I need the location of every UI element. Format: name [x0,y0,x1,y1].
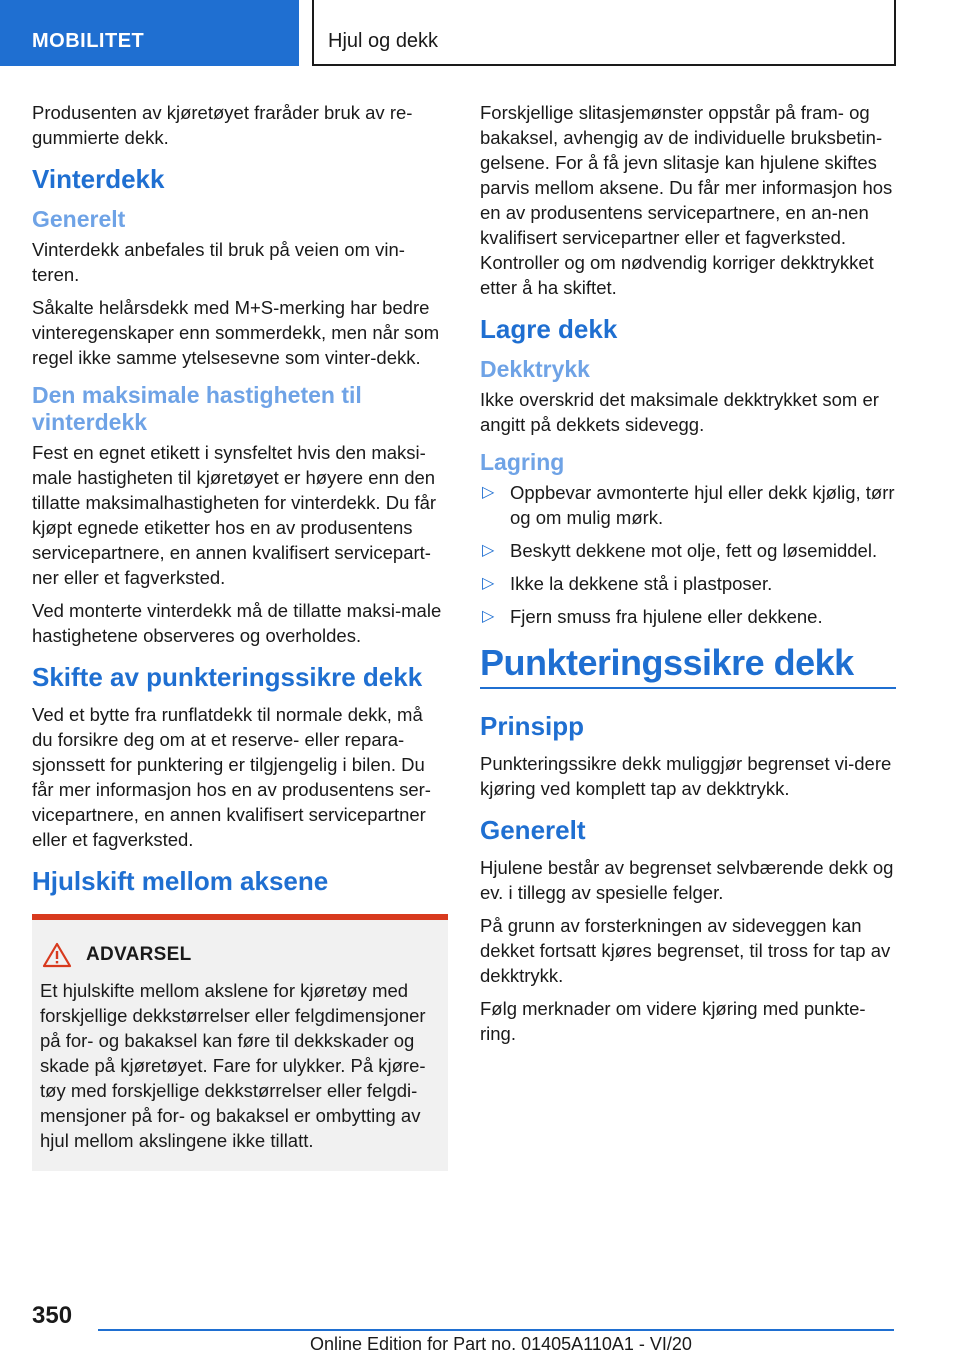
warning-triangle-icon [42,942,72,968]
heading-dekktrykk: Dekktrykk [480,356,590,382]
list-item [480,538,896,563]
paragraph: Vinterdekk anbefales til bruk på veien om vin-teren. [32,239,405,285]
list-item [480,480,896,530]
bullet-arrow-icon: ▷ [482,484,495,501]
paragraph: Såkalte helårsdekk med M+S-merking har bedre vinteregenskaper enn sommerdekk, men når som regel ikke samme ytelsesevne som vinter-dekk. [32,297,440,368]
section-tab: MOBILITET [0,0,299,66]
list-item [480,604,896,629]
paragraph: Punkteringssikre dekk muliggjør begrenset vi-dere kjøring ved komplett tap av dekktrykk. [480,753,892,799]
heading-generelt: Generelt [32,206,126,232]
heading-lagre-dekk: Lagre dekk [480,314,618,344]
list-item-text: Ikke la dekkene stå i plastposer. [510,573,773,594]
paragraph: Fest en egnet etikett i synsfeltet hvis den maksi-male hastigheten til kjøretøyet er høyere enn den tillatte maksimalhastigheten for vinterdekk. Du får kjøpt egnede etiketter hos en av produsentens servicepartnere, en annen kvalifisert servicepart-ner eller et fagverksted. [32,442,437,588]
chapter-title: Hjul og dekk [312,0,896,66]
paragraph: På grunn av forsterkningen av sideveggen kan dekket fortsatt kjøres begrenset, til tross for tap av dekktrykk. [480,915,891,986]
heading-hjulskift: Hjulskift mellom aksene [32,866,329,896]
bullet-arrow-icon: ▷ [482,608,495,625]
heading-lagring: Lagring [480,449,565,475]
heading-maks-hastighet: Den maksimale hastigheten til vinterdekk [32,382,362,435]
right-column [480,100,896,1054]
intro-paragraph: Produsenten av kjøretøyet fraråder bruk av re-gummierte dekk. [32,102,413,148]
page-header [0,0,960,66]
major-heading-wrap [480,643,896,689]
warning-text: Et hjulskifte mellom akslene for kjøretøy med forskjellige dekkstørrelser eller felgdimensjoner på for- og bakaksel kan føre til dekkskader og skade på kjøretøyet. Fare for ulykker. På kjøre-tøy med forskjellige dekkstørrelser eller felgdi-mensjoner på for- og bakaksel er ombytting av hjul mellom akslingene ikke tillatt. [40,980,426,1151]
list-item-text: Fjern smuss fra hjulene eller dekkene. [510,606,823,627]
paragraph: Ved monterte vinterdekk må de tillatte maksi-male hastighetene observeres og overholdes. [32,600,442,646]
page-number: 350 [32,1302,73,1329]
paragraph: Ikke overskrid det maksimale dekktrykket som er angitt på dekkets sidevegg. [480,389,879,435]
warning-box [32,914,448,1171]
list-item [480,571,896,596]
bullet-arrow-icon: ▷ [482,575,495,592]
lagring-list [480,480,896,629]
warning-header [40,942,440,968]
heading-prinsipp: Prinsipp [480,711,585,741]
left-column [32,100,448,1171]
footer-divider [98,1329,894,1331]
paragraph: Følg merknader om videre kjøring med punkte-ring. [480,998,866,1044]
paragraph: Hjulene består av begrenset selvbærende dekk og ev. i tillegg av spesielle felger. [480,857,894,903]
heading-generelt-right: Generelt [480,815,586,845]
paragraph: Forskjellige slitasjemønster oppstår på fram- og bakaksel, avhengig av de individuelle bruksbetin-gelsene. For å få jevn slitasje kan hjulene skiftes parvis mellom aksene. Du får mer informasjon hos en av produsentens servicepartnere, en an-nen kvalifisert servicepartner eller et fagverksted. Kontroller og om nødvendig korriger dekktrykket etter å ha skiftet. [480,102,893,298]
heading-skifte: Skifte av punkteringssikre dekk [32,662,423,692]
paragraph: Ved et bytte fra runflatdekk til normale dekk, må du forsikre deg om at et reserve- eller repara-sjonssett for punktering er tilgjengelig i bilen. Du får mer informasjon hos en av produsentens ser-vicepartnere, en annen kvalifisert servicepartner eller et fagverksted. [32,704,431,850]
list-item-text: Oppbevar avmonterte hjul eller dekk kjølig, tørr og om mulig mørk. [510,482,895,528]
bullet-arrow-icon: ▷ [482,542,495,559]
list-item-text: Beskytt dekkene mot olje, fett og løsemiddel. [510,540,878,561]
footer-edition: Online Edition for Part no. 01405A110A1 - VI/20 [310,1334,692,1354]
warning-title: ADVARSEL [86,944,192,965]
heading-punkteringssikre: Punkteringssikre dekk [480,642,854,683]
heading-vinterdekk: Vinterdekk [32,164,165,194]
